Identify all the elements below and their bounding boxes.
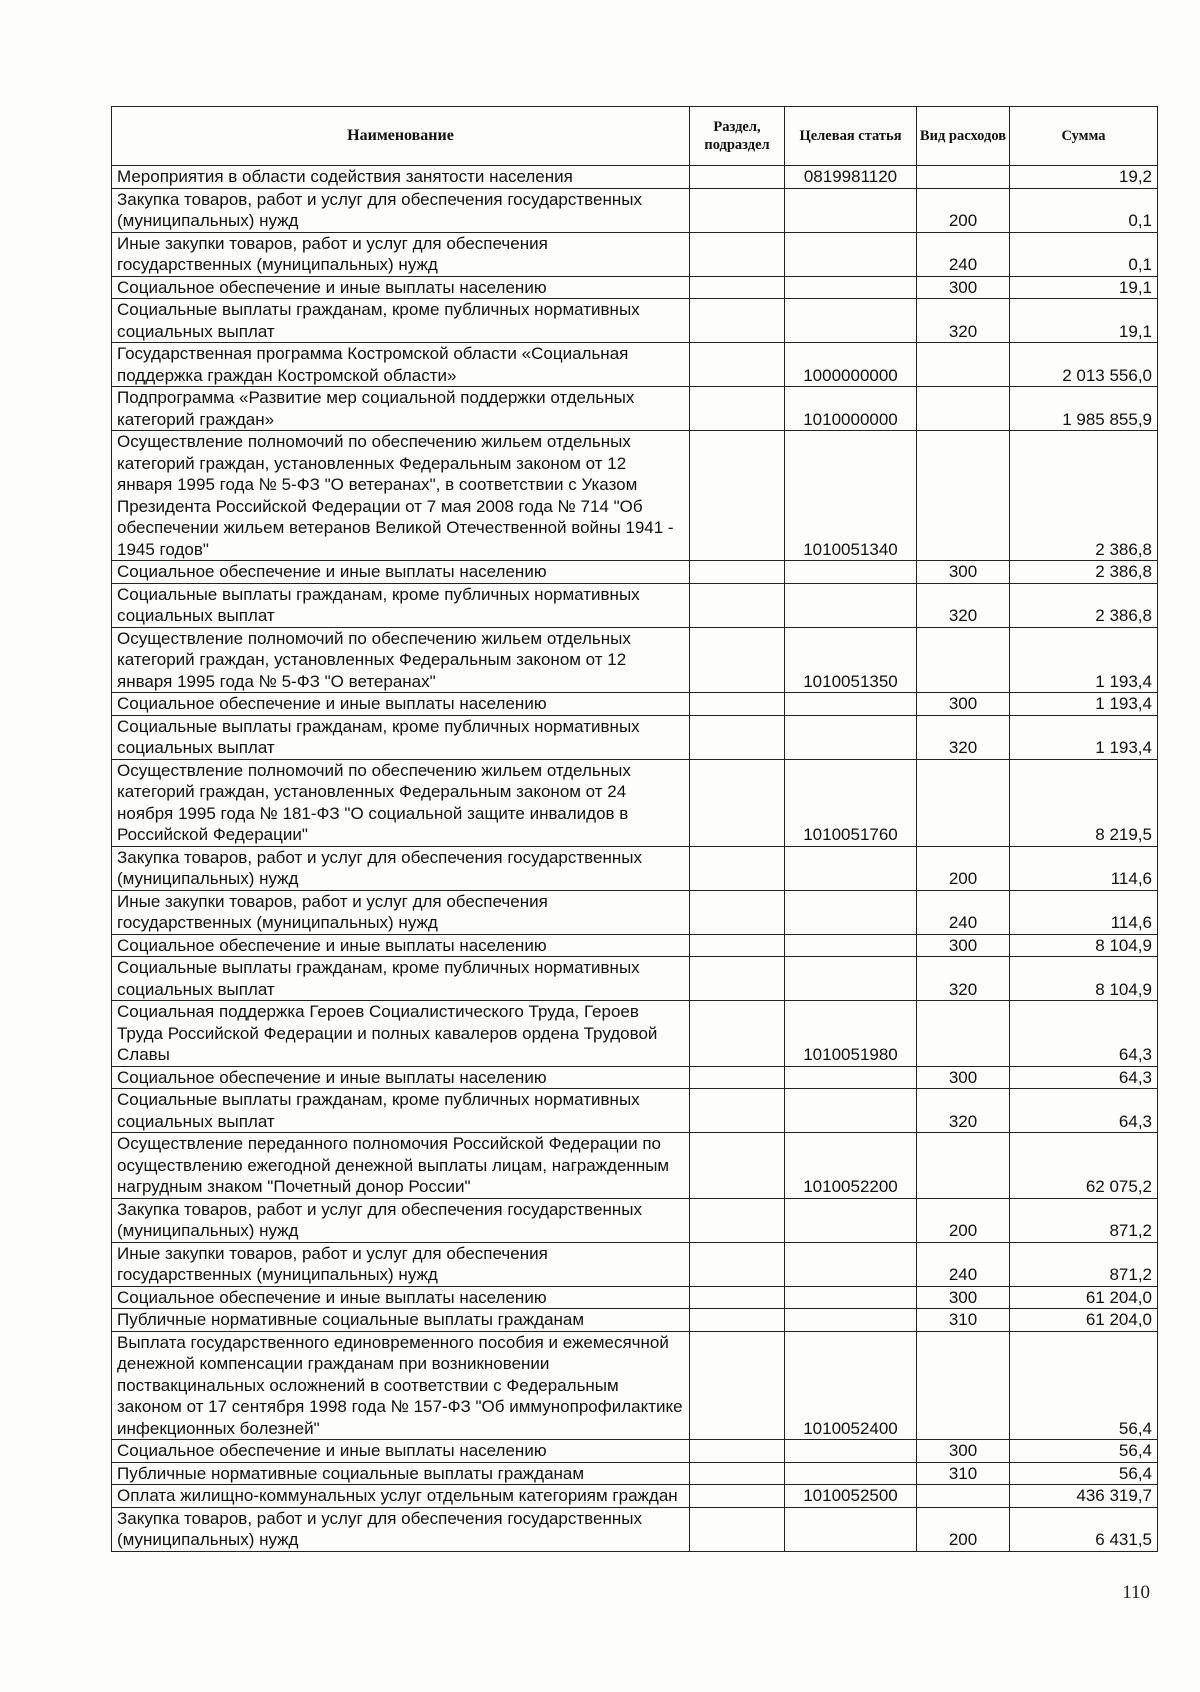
cell-sum: 2 013 556,0 bbox=[1010, 343, 1158, 387]
cell-expense-type: 320 bbox=[917, 1089, 1010, 1133]
header-sum: Сумма bbox=[1010, 107, 1158, 166]
cell-name: Закупка товаров, работ и услуг для обеспечения государственных (муниципальных) нужд bbox=[112, 1198, 690, 1242]
cell-section bbox=[690, 1331, 785, 1440]
cell-name: Иные закупки товаров, работ и услуг для обеспечения государственных (муниципальных) нужд bbox=[112, 1242, 690, 1286]
cell-sum: 0,1 bbox=[1010, 188, 1158, 232]
table-row bbox=[112, 1507, 1158, 1551]
cell-sum: 2 386,8 bbox=[1010, 561, 1158, 584]
cell-target-article: 1010052500 bbox=[785, 1485, 917, 1508]
cell-name: Подпрограмма «Развитие мер социальной поддержки отдельных категорий граждан» bbox=[112, 387, 690, 431]
cell-name: Осуществление полномочий по обеспечению жильем отдельных категорий граждан, установленных Федеральным законом от 12 января 1995 года № 5-ФЗ "О ветеранах", в соответствии с Указом Президента Российской Федерации от 7 мая 2008 года № 714 "Об обеспечении жильем ветеранов Великой Отечественной войны 1941 - 1945 годов" bbox=[112, 431, 690, 561]
cell-section bbox=[690, 759, 785, 846]
cell-expense-type: 320 bbox=[917, 957, 1010, 1001]
cell-section bbox=[690, 1001, 785, 1067]
cell-expense-type: 300 bbox=[917, 1440, 1010, 1463]
table-row bbox=[112, 387, 1158, 431]
cell-name: Осуществление полномочий по обеспечению жильем отдельных категорий граждан, установленных Федеральным законом от 12 января 1995 года № 5-ФЗ "О ветеранах" bbox=[112, 627, 690, 693]
cell-target-article: 1010051760 bbox=[785, 759, 917, 846]
cell-section bbox=[690, 166, 785, 189]
cell-name: Социальное обеспечение и иные выплаты населению bbox=[112, 693, 690, 716]
table-row bbox=[112, 715, 1158, 759]
cell-sum: 436 319,7 bbox=[1010, 1485, 1158, 1508]
cell-target-article bbox=[785, 561, 917, 584]
cell-sum: 56,4 bbox=[1010, 1462, 1158, 1485]
cell-section bbox=[690, 1089, 785, 1133]
cell-target-article: 1010052200 bbox=[785, 1133, 917, 1199]
cell-expense-type: 310 bbox=[917, 1462, 1010, 1485]
cell-expense-type: 240 bbox=[917, 1242, 1010, 1286]
cell-sum: 61 204,0 bbox=[1010, 1286, 1158, 1309]
cell-name: Социальное обеспечение и иные выплаты населению bbox=[112, 561, 690, 584]
cell-sum: 56,4 bbox=[1010, 1331, 1158, 1440]
table-row bbox=[112, 1066, 1158, 1089]
table-row bbox=[112, 934, 1158, 957]
cell-name: Социальные выплаты гражданам, кроме публичных нормативных социальных выплат bbox=[112, 583, 690, 627]
cell-sum: 2 386,8 bbox=[1010, 583, 1158, 627]
cell-name: Закупка товаров, работ и услуг для обеспечения государственных (муниципальных) нужд bbox=[112, 188, 690, 232]
cell-section bbox=[690, 387, 785, 431]
cell-section bbox=[690, 627, 785, 693]
cell-target-article bbox=[785, 715, 917, 759]
cell-name: Иные закупки товаров, работ и услуг для обеспечения государственных (муниципальных) нужд bbox=[112, 232, 690, 276]
cell-sum: 114,6 bbox=[1010, 890, 1158, 934]
cell-name: Осуществление полномочий по обеспечению жильем отдельных категорий граждан, установленных Федеральным законом от 24 ноября 1995 года № 181-ФЗ "О социальной защите инвалидов в Российской Федерации" bbox=[112, 759, 690, 846]
cell-expense-type bbox=[917, 1331, 1010, 1440]
cell-section bbox=[690, 1286, 785, 1309]
cell-section bbox=[690, 693, 785, 716]
cell-target-article bbox=[785, 232, 917, 276]
cell-sum: 1 193,4 bbox=[1010, 627, 1158, 693]
cell-target-article bbox=[785, 890, 917, 934]
cell-sum: 8 104,9 bbox=[1010, 957, 1158, 1001]
cell-sum: 6 431,5 bbox=[1010, 1507, 1158, 1551]
table-row bbox=[112, 1089, 1158, 1133]
cell-name: Социальные выплаты гражданам, кроме публичных нормативных социальных выплат bbox=[112, 715, 690, 759]
cell-sum: 61 204,0 bbox=[1010, 1309, 1158, 1332]
cell-section bbox=[690, 232, 785, 276]
cell-expense-type: 300 bbox=[917, 1066, 1010, 1089]
cell-name: Социальные выплаты гражданам, кроме публичных нормативных социальных выплат bbox=[112, 1089, 690, 1133]
table-row bbox=[112, 299, 1158, 343]
table-row bbox=[112, 561, 1158, 584]
table-row bbox=[112, 232, 1158, 276]
cell-sum: 114,6 bbox=[1010, 846, 1158, 890]
cell-section bbox=[690, 343, 785, 387]
table-row bbox=[112, 759, 1158, 846]
table-row bbox=[112, 890, 1158, 934]
cell-target-article bbox=[785, 1286, 917, 1309]
cell-section bbox=[690, 846, 785, 890]
cell-expense-type: 200 bbox=[917, 1198, 1010, 1242]
cell-section bbox=[690, 957, 785, 1001]
cell-section bbox=[690, 583, 785, 627]
cell-expense-type bbox=[917, 1133, 1010, 1199]
table-row bbox=[112, 846, 1158, 890]
cell-target-article bbox=[785, 276, 917, 299]
cell-target-article bbox=[785, 1198, 917, 1242]
cell-section bbox=[690, 1198, 785, 1242]
cell-sum: 19,2 bbox=[1010, 166, 1158, 189]
cell-expense-type: 300 bbox=[917, 561, 1010, 584]
header-expense-type: Вид расходов bbox=[917, 107, 1010, 166]
budget-table bbox=[111, 106, 1158, 1552]
cell-target-article bbox=[785, 934, 917, 957]
cell-expense-type: 300 bbox=[917, 276, 1010, 299]
cell-expense-type bbox=[917, 387, 1010, 431]
cell-section bbox=[690, 561, 785, 584]
cell-expense-type bbox=[917, 1485, 1010, 1508]
cell-expense-type: 300 bbox=[917, 693, 1010, 716]
cell-target-article bbox=[785, 1066, 917, 1089]
cell-sum: 64,3 bbox=[1010, 1001, 1158, 1067]
cell-expense-type: 300 bbox=[917, 1286, 1010, 1309]
table-row bbox=[112, 957, 1158, 1001]
cell-sum: 62 075,2 bbox=[1010, 1133, 1158, 1199]
table-row bbox=[112, 343, 1158, 387]
cell-name: Социальное обеспечение и иные выплаты населению bbox=[112, 1066, 690, 1089]
cell-expense-type: 200 bbox=[917, 1507, 1010, 1551]
cell-name: Выплата государственного единовременного пособия и ежемесячной денежной компенсации гражданам при возникновении поствакцинальных осложнений в соответствии с Федеральным законом от 17 сентября 1998 года № 157-ФЗ "Об иммунопрофилактике инфекционных болезней" bbox=[112, 1331, 690, 1440]
cell-sum: 19,1 bbox=[1010, 276, 1158, 299]
cell-sum: 0,1 bbox=[1010, 232, 1158, 276]
table-body bbox=[112, 166, 1158, 1552]
cell-section bbox=[690, 431, 785, 561]
table-row bbox=[112, 1462, 1158, 1485]
cell-sum: 1 193,4 bbox=[1010, 693, 1158, 716]
cell-target-article bbox=[785, 583, 917, 627]
cell-section bbox=[690, 299, 785, 343]
cell-target-article: 1010052400 bbox=[785, 1331, 917, 1440]
cell-target-article: 1000000000 bbox=[785, 343, 917, 387]
cell-section bbox=[690, 1133, 785, 1199]
cell-expense-type: 240 bbox=[917, 890, 1010, 934]
cell-name: Публичные нормативные социальные выплаты гражданам bbox=[112, 1462, 690, 1485]
cell-name: Мероприятия в области содействия занятости населения bbox=[112, 166, 690, 189]
header-name: Наименование bbox=[112, 107, 690, 166]
cell-sum: 1 985 855,9 bbox=[1010, 387, 1158, 431]
cell-expense-type: 320 bbox=[917, 299, 1010, 343]
table-row bbox=[112, 1331, 1158, 1440]
cell-section bbox=[690, 1485, 785, 1508]
cell-expense-type bbox=[917, 166, 1010, 189]
header-row bbox=[112, 107, 1158, 166]
cell-target-article bbox=[785, 957, 917, 1001]
cell-target-article bbox=[785, 1089, 917, 1133]
cell-expense-type bbox=[917, 759, 1010, 846]
cell-section bbox=[690, 1066, 785, 1089]
cell-target-article bbox=[785, 1242, 917, 1286]
table-row bbox=[112, 1001, 1158, 1067]
cell-target-article bbox=[785, 1309, 917, 1332]
cell-expense-type: 200 bbox=[917, 846, 1010, 890]
table-row bbox=[112, 1485, 1158, 1508]
cell-expense-type: 320 bbox=[917, 715, 1010, 759]
page-number: 110 bbox=[1122, 1582, 1150, 1603]
cell-target-article: 1010000000 bbox=[785, 387, 917, 431]
table-row bbox=[112, 1133, 1158, 1199]
table-row bbox=[112, 188, 1158, 232]
cell-section bbox=[690, 1242, 785, 1286]
cell-sum: 1 193,4 bbox=[1010, 715, 1158, 759]
cell-name: Социальные выплаты гражданам, кроме публичных нормативных социальных выплат bbox=[112, 299, 690, 343]
cell-name: Закупка товаров, работ и услуг для обеспечения государственных (муниципальных) нужд bbox=[112, 846, 690, 890]
table-row bbox=[112, 1309, 1158, 1332]
cell-name: Публичные нормативные социальные выплаты гражданам bbox=[112, 1309, 690, 1332]
cell-name: Социальная поддержка Героев Социалистического Труда, Героев Труда Российской Федерации и полных кавалеров ордена Трудовой Славы bbox=[112, 1001, 690, 1067]
cell-name: Социальные выплаты гражданам, кроме публичных нормативных социальных выплат bbox=[112, 957, 690, 1001]
cell-expense-type: 320 bbox=[917, 583, 1010, 627]
cell-target-article bbox=[785, 693, 917, 716]
cell-section bbox=[690, 1309, 785, 1332]
cell-sum: 64,3 bbox=[1010, 1066, 1158, 1089]
cell-target-article bbox=[785, 1462, 917, 1485]
table-row bbox=[112, 627, 1158, 693]
cell-sum: 56,4 bbox=[1010, 1440, 1158, 1463]
cell-sum: 64,3 bbox=[1010, 1089, 1158, 1133]
cell-target-article: 1010051980 bbox=[785, 1001, 917, 1067]
cell-target-article: 0819981120 bbox=[785, 166, 917, 189]
table-row bbox=[112, 166, 1158, 189]
cell-sum: 8 104,9 bbox=[1010, 934, 1158, 957]
cell-target-article bbox=[785, 1507, 917, 1551]
cell-name: Иные закупки товаров, работ и услуг для обеспечения государственных (муниципальных) нужд bbox=[112, 890, 690, 934]
table-header bbox=[112, 107, 1158, 166]
cell-section bbox=[690, 934, 785, 957]
table-row bbox=[112, 1286, 1158, 1309]
cell-name: Закупка товаров, работ и услуг для обеспечения государственных (муниципальных) нужд bbox=[112, 1507, 690, 1551]
cell-section bbox=[690, 715, 785, 759]
cell-name: Оплата жилищно-коммунальных услуг отдельным категориям граждан bbox=[112, 1485, 690, 1508]
cell-sum: 19,1 bbox=[1010, 299, 1158, 343]
cell-target-article bbox=[785, 1440, 917, 1463]
cell-expense-type: 310 bbox=[917, 1309, 1010, 1332]
table-row bbox=[112, 276, 1158, 299]
cell-section bbox=[690, 188, 785, 232]
table-row bbox=[112, 1198, 1158, 1242]
cell-section bbox=[690, 1462, 785, 1485]
table-row bbox=[112, 431, 1158, 561]
cell-target-article: 1010051350 bbox=[785, 627, 917, 693]
cell-section bbox=[690, 1507, 785, 1551]
cell-expense-type: 200 bbox=[917, 188, 1010, 232]
table-row bbox=[112, 1440, 1158, 1463]
cell-section bbox=[690, 1440, 785, 1463]
cell-name: Социальное обеспечение и иные выплаты населению bbox=[112, 1440, 690, 1463]
cell-sum: 8 219,5 bbox=[1010, 759, 1158, 846]
cell-target-article: 1010051340 bbox=[785, 431, 917, 561]
cell-name: Социальное обеспечение и иные выплаты населению bbox=[112, 1286, 690, 1309]
cell-expense-type bbox=[917, 627, 1010, 693]
cell-section bbox=[690, 276, 785, 299]
header-section: Раздел, подраздел bbox=[690, 107, 785, 166]
cell-name: Осуществление переданного полномочия Российской Федерации по осуществлению ежегодной денежной выплаты лицам, награжденным нагрудным знаком "Почетный донор России" bbox=[112, 1133, 690, 1199]
cell-target-article bbox=[785, 846, 917, 890]
cell-sum: 871,2 bbox=[1010, 1242, 1158, 1286]
header-target-article: Целевая статья bbox=[785, 107, 917, 166]
cell-name: Государственная программа Костромской области «Социальная поддержка граждан Костромской области» bbox=[112, 343, 690, 387]
cell-name: Социальное обеспечение и иные выплаты населению bbox=[112, 276, 690, 299]
cell-sum: 2 386,8 bbox=[1010, 431, 1158, 561]
table-row bbox=[112, 583, 1158, 627]
table-row bbox=[112, 693, 1158, 716]
table-row bbox=[112, 1242, 1158, 1286]
cell-expense-type: 240 bbox=[917, 232, 1010, 276]
cell-expense-type: 300 bbox=[917, 934, 1010, 957]
cell-expense-type bbox=[917, 1001, 1010, 1067]
cell-name: Социальное обеспечение и иные выплаты населению bbox=[112, 934, 690, 957]
cell-section bbox=[690, 890, 785, 934]
cell-expense-type bbox=[917, 343, 1010, 387]
cell-sum: 871,2 bbox=[1010, 1198, 1158, 1242]
cell-expense-type bbox=[917, 431, 1010, 561]
cell-target-article bbox=[785, 299, 917, 343]
cell-target-article bbox=[785, 188, 917, 232]
